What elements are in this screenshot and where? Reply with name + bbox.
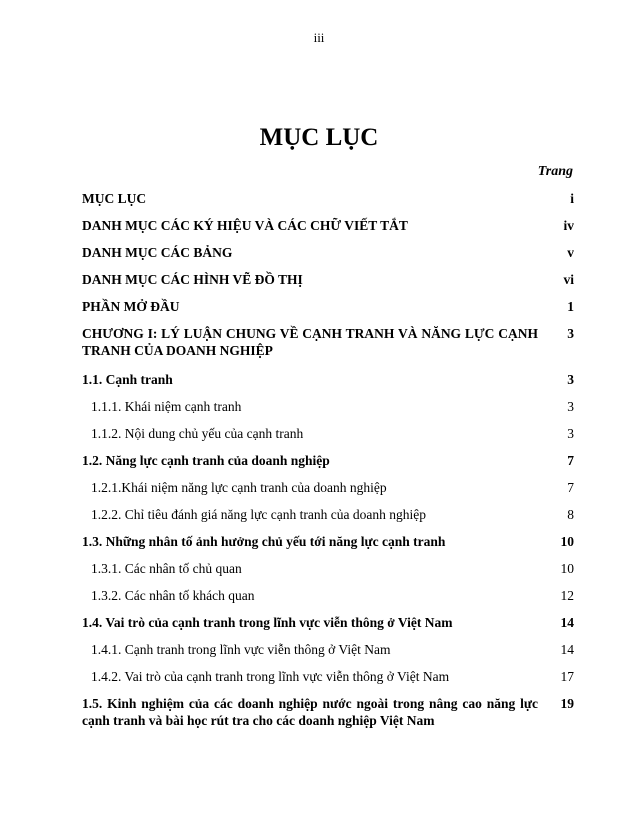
- toc-entry-page: 3: [567, 426, 574, 441]
- toc-entry-page: iv: [563, 218, 574, 233]
- page-column-label: Trang: [537, 164, 573, 179]
- toc-entry[interactable]: [82, 479, 574, 506]
- toc-entry-page: 1: [567, 299, 574, 314]
- toc-entry[interactable]: [82, 271, 574, 298]
- toc-entry-page: 3: [567, 326, 574, 341]
- toc-entry-text: DANH MỤC CÁC KÝ HIỆU VÀ CÁC CHỮ VIẾT TẮT: [82, 218, 408, 233]
- toc-entry-text: 1.1.1. Khái niệm cạnh tranh: [91, 399, 242, 414]
- toc-entry-page: 10: [560, 534, 574, 549]
- toc-entry[interactable]: [82, 452, 574, 479]
- toc-entry-page: 10: [560, 561, 574, 576]
- toc-entry-text: 1.2.1.Khái niệm năng lực cạnh tranh của doanh nghiệp: [91, 480, 387, 495]
- toc-entry-text: 1.4.2. Vai trò của cạnh tranh trong lĩnh vực viễn thông ở Việt Nam: [91, 669, 450, 684]
- toc-entry-page: i: [570, 191, 574, 206]
- toc-entry[interactable]: [82, 217, 574, 244]
- toc-entry[interactable]: [82, 695, 574, 741]
- toc-entry[interactable]: [82, 614, 574, 641]
- table-of-contents: [82, 190, 574, 741]
- toc-entry-page: 14: [560, 642, 574, 657]
- toc-entry[interactable]: [82, 325, 574, 371]
- toc-entry[interactable]: [82, 587, 574, 614]
- toc-entry-page: vi: [563, 272, 574, 287]
- toc-entry[interactable]: [82, 506, 574, 533]
- toc-entry-text: 1.4. Vai trò của cạnh tranh trong lĩnh vực viễn thông ở Việt Nam: [82, 615, 453, 630]
- toc-entry[interactable]: [82, 398, 574, 425]
- toc-title: MỤC LỤC: [259, 124, 379, 151]
- toc-entry-text: CHƯƠNG I: LÝ LUẬN CHUNG VỀ CẠNH TRANH VÀ NĂNG LỰC CẠNH TRANH CỦA DOANH NGHIỆP: [82, 326, 538, 358]
- toc-entry-text: 1.1.2. Nội dung chủ yếu của cạnh tranh: [91, 426, 304, 441]
- toc-entry[interactable]: [82, 298, 574, 325]
- toc-entry-text: 1.3. Những nhân tố ảnh hưởng chủ yếu tới năng lực cạnh tranh: [82, 534, 446, 549]
- toc-entry-page: 7: [567, 453, 574, 468]
- toc-entry-text: 1.2. Năng lực cạnh tranh của doanh nghiệp: [82, 453, 330, 468]
- toc-entry-text: DANH MỤC CÁC HÌNH VẼ ĐỒ THỊ: [82, 272, 303, 287]
- toc-entry-page: v: [567, 245, 574, 260]
- toc-entry-page: 8: [567, 507, 574, 522]
- page-number: iii: [313, 30, 325, 45]
- toc-entry-page: 19: [560, 696, 574, 711]
- toc-entry-text: 1.3.2. Các nhân tố khách quan: [91, 588, 255, 603]
- toc-entry-text: DANH MỤC CÁC BẢNG: [82, 245, 233, 260]
- toc-entry-text: 1.5. Kinh nghiệm của các doanh nghiệp nước ngoài trong nâng cao năng lực cạnh tranh và bài học rút tra cho các doanh nghiệp Việt Nam: [82, 696, 538, 728]
- toc-entry[interactable]: [82, 371, 574, 398]
- toc-entry-text: 1.3.1. Các nhân tố chủ quan: [91, 561, 242, 576]
- toc-entry-page: 3: [567, 399, 574, 414]
- toc-entry[interactable]: [82, 190, 574, 217]
- toc-entry[interactable]: [82, 533, 574, 560]
- toc-entry[interactable]: [82, 425, 574, 452]
- toc-entry-text: 1.1. Cạnh tranh: [82, 372, 173, 387]
- toc-entry[interactable]: [82, 641, 574, 668]
- toc-entry-text: MỤC LỤC: [82, 191, 147, 206]
- toc-entry-page: 17: [560, 669, 574, 684]
- toc-entry-page: 12: [560, 588, 574, 603]
- toc-entry-page: 14: [560, 615, 574, 630]
- toc-entry[interactable]: [82, 560, 574, 587]
- toc-entry-text: 1.4.1. Cạnh tranh trong lĩnh vực viễn thông ở Việt Nam: [91, 642, 391, 657]
- toc-entry[interactable]: [82, 668, 574, 695]
- toc-entry-text: 1.2.2. Chỉ tiêu đánh giá năng lực cạnh tranh của doanh nghiệp: [91, 507, 426, 522]
- toc-entry[interactable]: [82, 244, 574, 271]
- toc-entry-page: 7: [567, 480, 574, 495]
- toc-entry-text: PHẦN MỞ ĐẦU: [82, 299, 180, 314]
- toc-entry-page: 3: [567, 372, 574, 387]
